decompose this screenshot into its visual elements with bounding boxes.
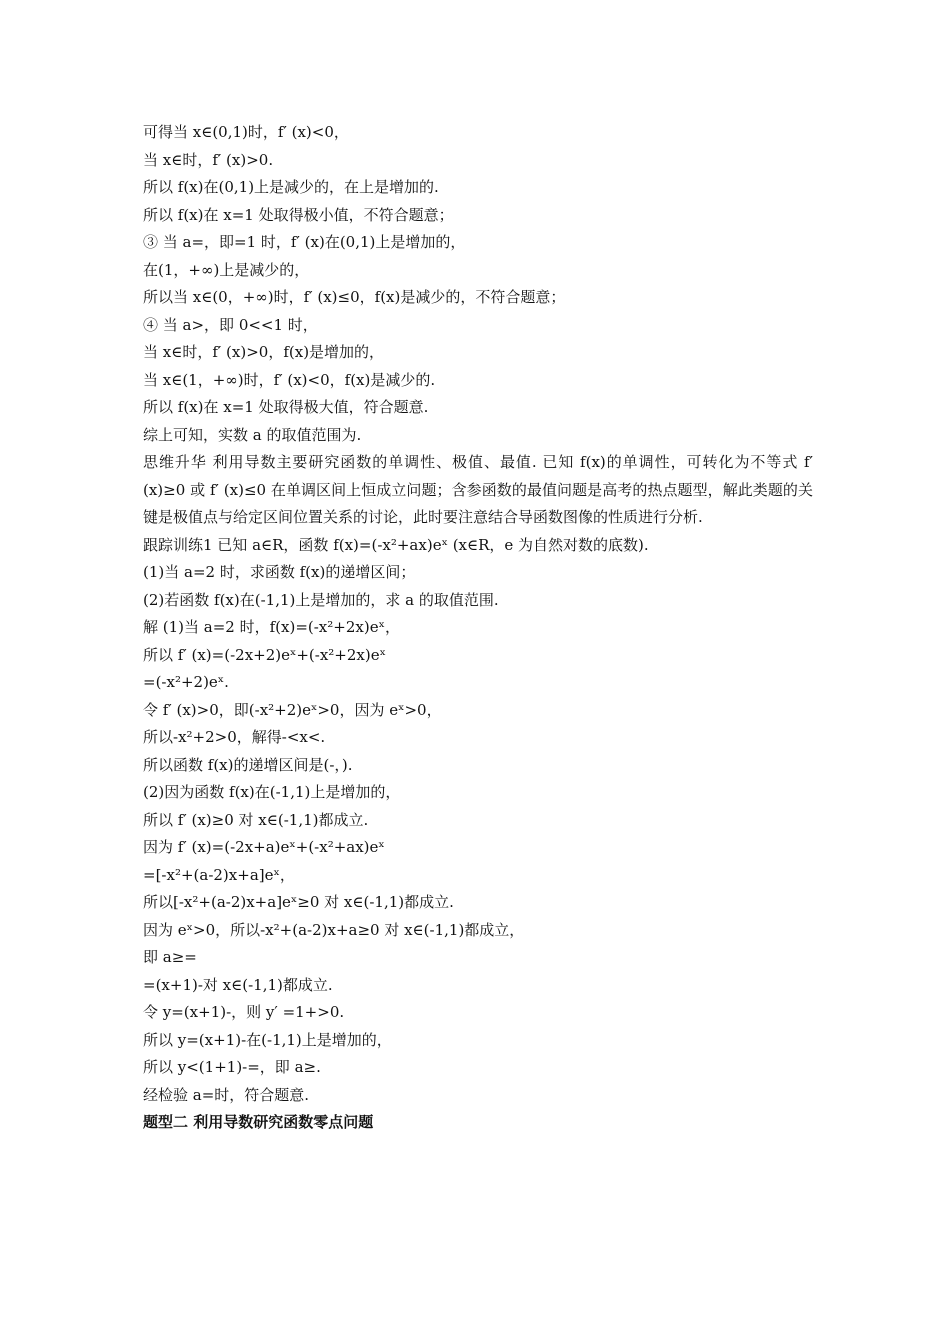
document-body (143, 119, 813, 1137)
text-line: 所以 f(x)在 x=1 处取得极小值，不符合题意； (143, 205, 454, 224)
text-line: 令 y=(x+1)-，则 y′ =1+>0. (143, 1003, 345, 1021)
text-line: 综上可知，实数 a 的取值范围为. (143, 425, 362, 444)
text-line: 可得当 x∈(0,1)时，f′ (x)<0， (143, 123, 349, 141)
text-line: (2)因为函数 f(x)在(-1,1)上是增加的， (143, 783, 401, 801)
text-line: (2)若函数 f(x)在(-1,1)上是增加的，求 a 的取值范围. (143, 590, 499, 609)
text-line: 所以当 x∈(0，+∞)时，f′ (x)≤0，f(x)是减少的，不符合题意； (143, 288, 566, 306)
summary-paragraph: 思维升华 利用导数主要研究函数的单调性、极值、最值. 已知 f(x)的单调性，可转化为不等式 f′ (x)≥0 或 f′ (x)≤0 在单调区间上恒成立问题；含参函数的最值问题是高考的热点题型，解此类题的关键是极值点与给定区间位置关系的讨论，此时要注意结合导函数图像的性质进行分析. (143, 453, 813, 526)
text-line: 所以 f′ (x)≥0 对 x∈(-1,1)都成立. (143, 810, 369, 829)
text-line: 因为 eˣ>0，所以-x²+(a-2)x+a≥0 对 x∈(-1,1)都成立， (143, 920, 525, 939)
text-line: 所以 y=(x+1)-在(-1,1)上是增加的， (143, 1030, 392, 1049)
text-line: 经检验 a=时，符合题意. (143, 1085, 310, 1104)
text-line: 当 x∈时，f′ (x)>0. (143, 150, 274, 169)
text-line: 因为 f′ (x)=(-2x+a)eˣ+(-x²+ax)eˣ (143, 838, 385, 856)
text-line: 当 x∈时，f′ (x)>0，f(x)是增加的， (143, 343, 385, 361)
text-line: 即 a≥= (143, 948, 197, 966)
text-line: 在(1，+∞)上是减少的， (143, 260, 310, 279)
text-line: (1)当 a=2 时，求函数 f(x)的递增区间； (143, 563, 416, 581)
text-line: 所以[-x²+(a-2)x+a]eˣ≥0 对 x∈(-1,1)都成立. (143, 893, 454, 911)
text-line: =[-x²+(a-2)x+a]eˣ， (143, 865, 295, 884)
text-line: 所以 f(x)在 x=1 处取得极大值，符合题意. (143, 398, 429, 416)
text-line: 所以 y<(1+1)-=，即 a≥. (143, 1058, 321, 1076)
text-line: 跟踪训练1 已知 a∈R，函数 f(x)=(-x²+ax)eˣ (x∈R，e 为自然对数的底数). (143, 535, 649, 554)
text-line: =(-x²+2)eˣ. (143, 673, 229, 691)
text-line: 当 x∈(1，+∞)时，f′ (x)<0，f(x)是减少的. (143, 370, 436, 389)
text-line: 令 f′ (x)>0，即(-x²+2)eˣ>0，因为 eˣ>0， (143, 700, 442, 719)
text-line: ③ 当 a=，即=1 时，f′ (x)在(0,1)上是增加的， (143, 233, 466, 251)
text-line: ④ 当 a>，即 0<<1 时， (143, 315, 318, 334)
text-line: 所以-x²+2>0，解得-<x<. (143, 728, 326, 746)
text-line: 解 (1)当 a=2 时，f(x)=(-x²+2x)eˣ， (143, 618, 400, 636)
text-line: 所以 f′ (x)=(-2x+2)eˣ+(-x²+2x)eˣ (143, 645, 386, 664)
text-line: =(x+1)-对 x∈(-1,1)都成立. (143, 975, 333, 994)
text-line: 所以函数 f(x)的递增区间是(-，). (143, 755, 353, 774)
text-line: 所以 f(x)在(0,1)上是减少的，在上是增加的. (143, 178, 439, 196)
section-heading: 题型二 利用导数研究函数零点问题 (143, 1113, 374, 1131)
